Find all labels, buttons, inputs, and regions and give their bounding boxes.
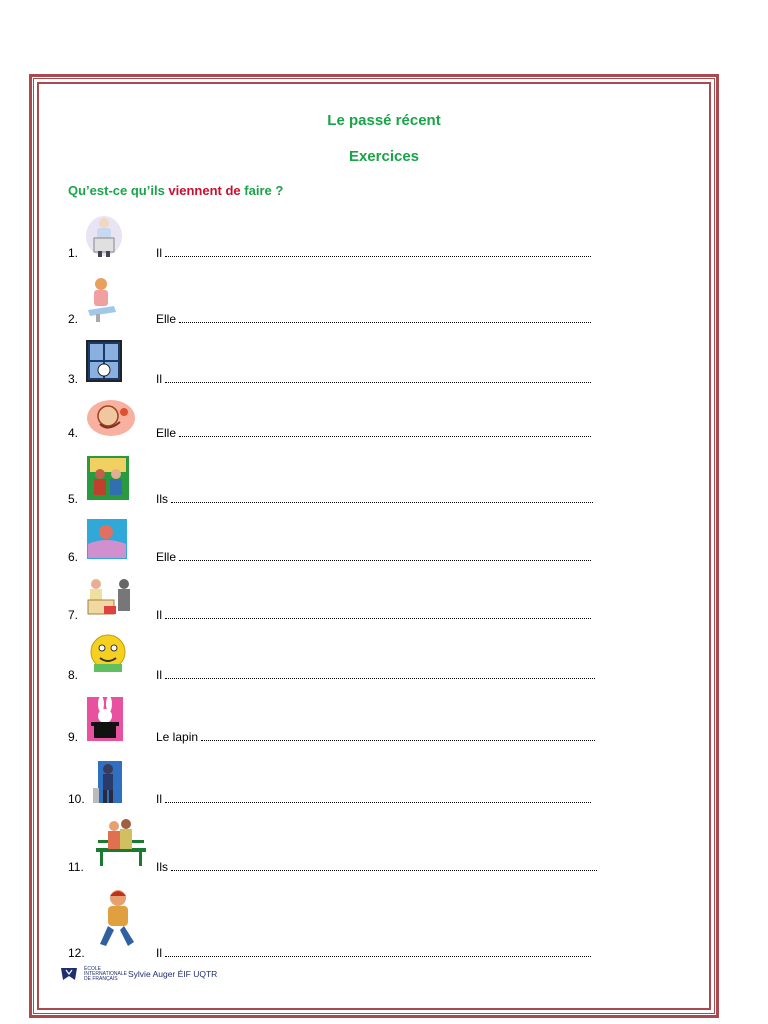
exercise-item [68,786,608,806]
item-number: 1. [68,246,79,260]
item-subject: Elle [156,426,177,440]
exercise-item [68,854,608,874]
item-number: 11. [68,860,84,874]
page-title: Le passé récent [327,112,441,129]
answer-line[interactable] [165,669,595,679]
item-number: 2. [68,312,79,326]
exercise-item [68,662,608,682]
page-subtitle: Exercices [348,148,420,165]
answer-line[interactable] [165,247,591,257]
item-subject: Il [156,246,162,260]
exercise-item [68,544,608,564]
item-subject: Il [156,608,162,622]
item-subject: Elle [156,312,177,326]
item-number: 4. [68,426,79,440]
item-number: 6. [68,550,79,564]
question-part-3: faire ? [240,183,284,198]
page-footer [60,966,217,982]
school-name-line-3: DE FRANÇAIS [84,975,118,982]
answer-line[interactable] [179,551,591,561]
item-number: 9. [68,730,79,744]
item-subject: Il [156,668,162,682]
exercise-item [68,306,608,326]
item-subject: Il [156,946,162,960]
school-name [84,965,127,982]
answer-line[interactable] [165,609,591,619]
item-number: 3. [68,372,79,386]
exercise-question [68,183,283,198]
answer-line[interactable] [165,373,591,383]
answer-line[interactable] [179,313,591,323]
school-logo-icon [60,966,78,982]
exercise-item [68,240,608,260]
exercise-item [68,366,608,386]
answer-line[interactable] [171,861,597,871]
exercise-item [68,602,608,622]
item-number: 10. [68,792,85,806]
item-subject: Il [156,792,162,806]
school-name-line-1: ÉCOLE [84,965,101,972]
item-subject: Il [156,372,162,386]
exercise-item [68,486,608,506]
item-subject: Elle [156,550,177,564]
item-subject: Ils [156,860,168,874]
answer-line[interactable] [201,731,595,741]
question-part-1: Qu’est-ce qu’ils [68,183,169,198]
item-number: 12. [68,946,85,960]
answer-line[interactable] [165,793,591,803]
question-part-2: viennent de [168,183,241,198]
school-name-line-2: INTERNATIONALE [84,970,127,977]
answer-line[interactable] [165,947,591,957]
exercise-item [68,940,608,960]
item-number: 5. [68,492,79,506]
answer-line[interactable] [171,493,593,503]
footer-author: Sylvie Auger ÉIF UQTR [128,969,218,979]
exercise-item [68,420,608,440]
item-subject: Ils [156,492,168,506]
item-number: 7. [68,608,79,622]
exercise-item [68,724,608,744]
item-number: 8. [68,668,79,682]
answer-line[interactable] [179,427,591,437]
item-subject: Le lapin [156,730,199,744]
